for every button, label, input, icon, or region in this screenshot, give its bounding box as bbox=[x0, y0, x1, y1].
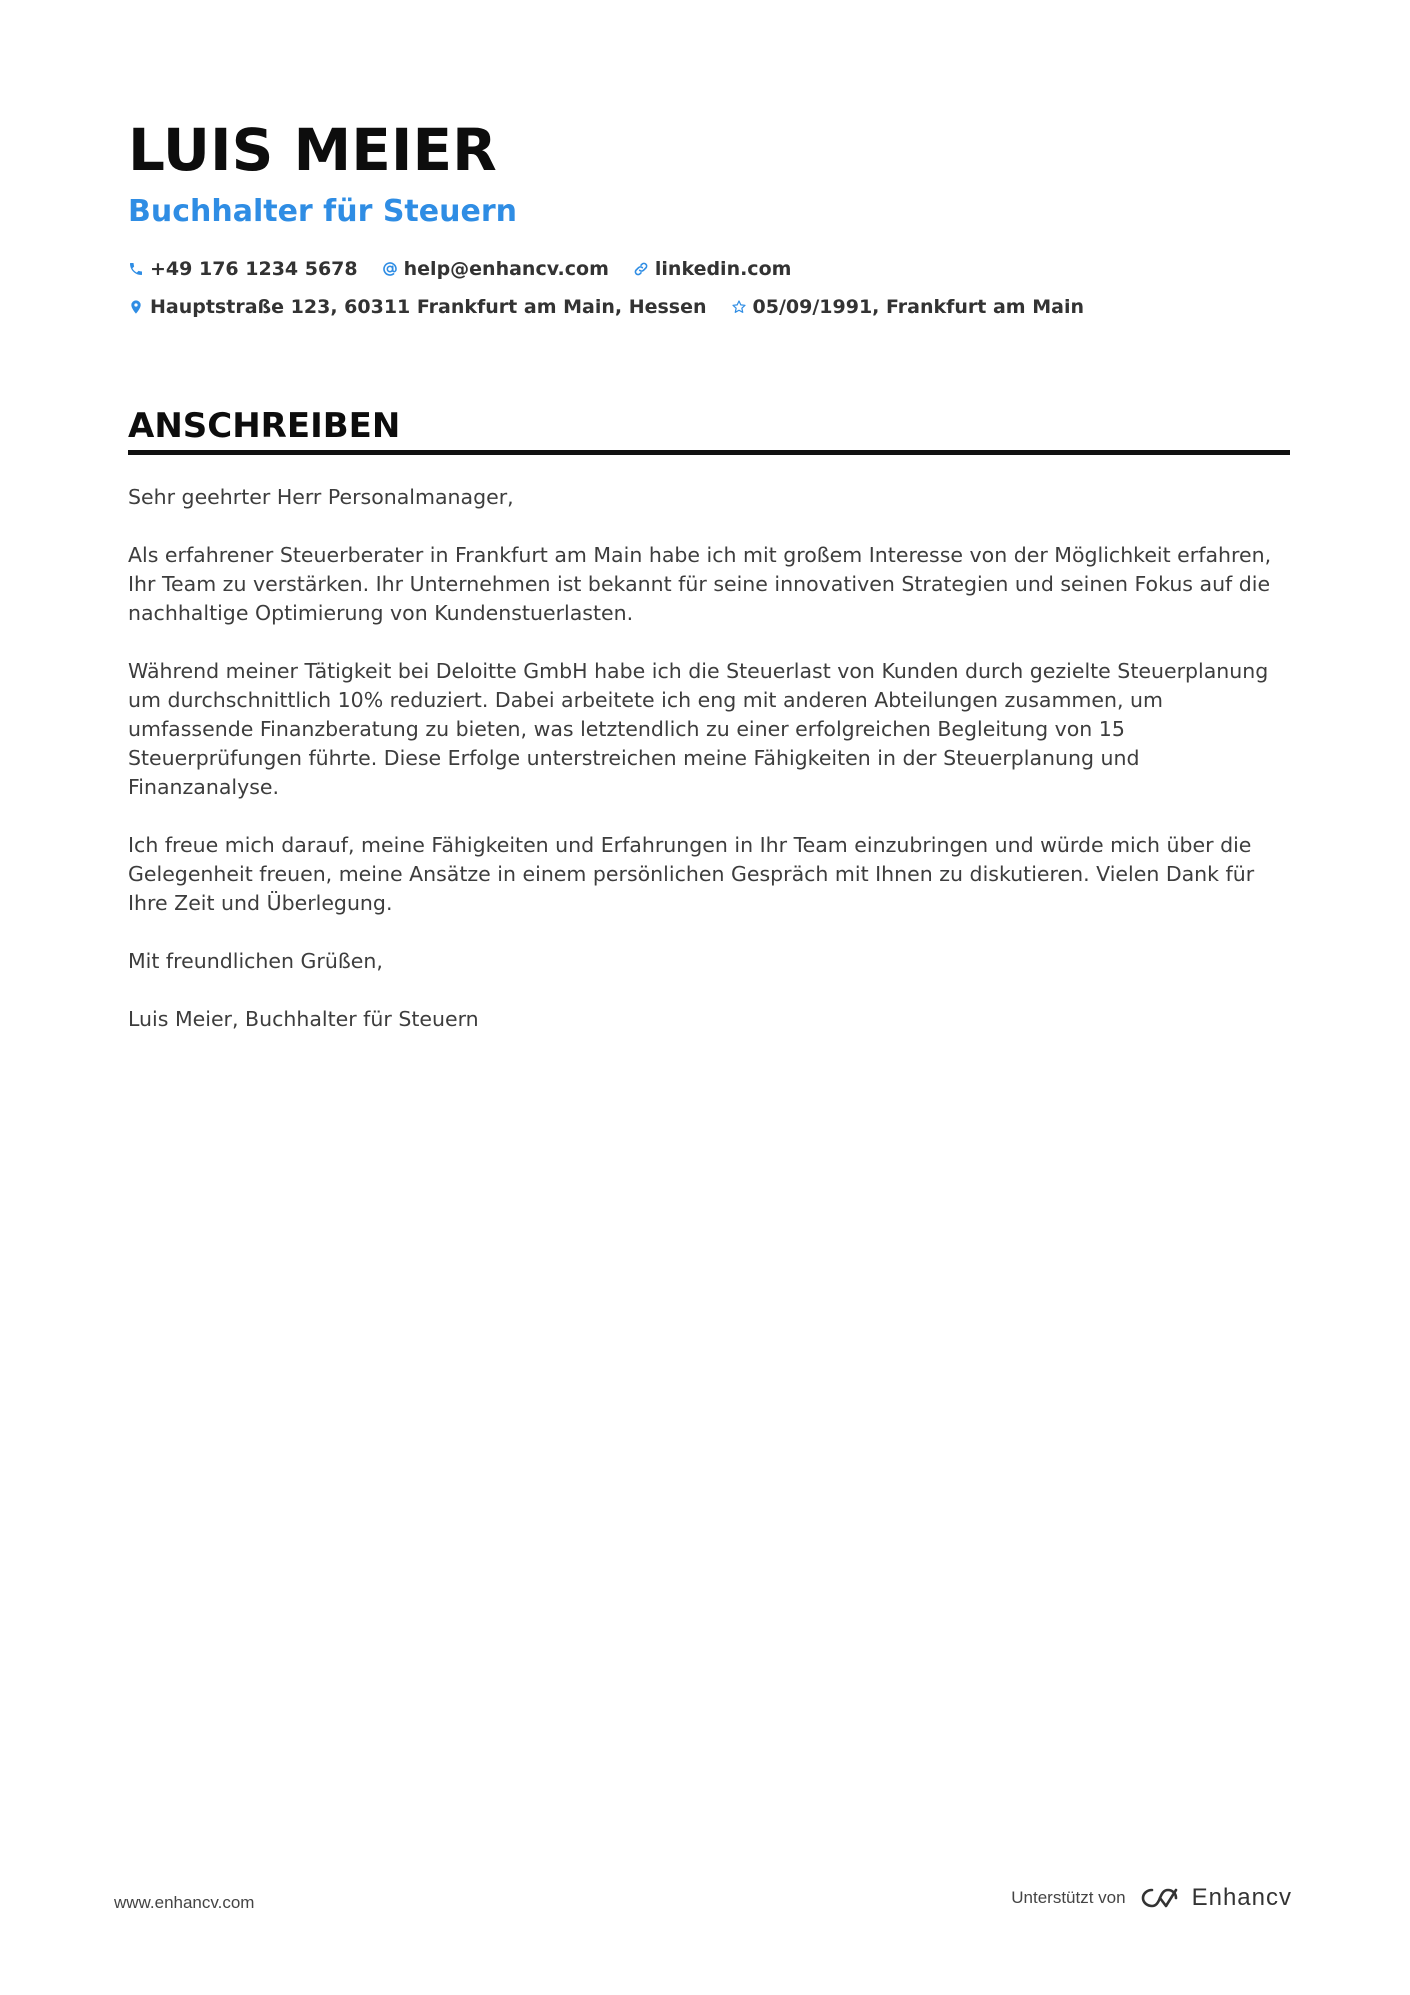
link-icon bbox=[633, 261, 649, 277]
contact-email[interactable] bbox=[382, 252, 609, 286]
letter-salutation: Sehr geehrter Herr Personalmanager, bbox=[128, 485, 514, 509]
section-title: ANSCHREIBEN bbox=[128, 406, 401, 446]
cover-letter-section bbox=[128, 402, 1290, 1063]
letter-body bbox=[128, 483, 1290, 1034]
contact-phone-text: +49 176 1234 5678 bbox=[150, 258, 358, 280]
letter-paragraph-2: Während meiner Tätigkeit bei Deloitte GmbH habe ich die Steuerlast von Kunden durch gezielte Steuerplanung um durchschnittlich 10% reduziert. Dabei arbeitete ich eng mit anderen Abteilungen zusammen, um umfassende Finanzberatung zu bieten, was letztendlich zu einer erfolgreichen Begleitung von 15 Steuerprüfungen führte. Diese Erfolge unterstreichen meine Fähigkeiten in der Steuerplanung und Finanzanalyse. bbox=[128, 659, 1269, 799]
letter-paragraph-3: Ich freue mich darauf, meine Fähigkeiten und Erfahrungen in Ihr Team einzubringen und würde mich über die Gelegenheit freuen, meine Ansätze in einem persönlichen Gespräch mit Ihnen zu diskutieren. Vielen Dank für Ihre Zeit und Überlegung. bbox=[128, 833, 1255, 915]
footer-branding[interactable] bbox=[1011, 1884, 1292, 1912]
footer-website[interactable]: www.enhancv.com bbox=[114, 1893, 255, 1912]
contact-list bbox=[128, 252, 1288, 324]
letter-closing: Mit freundlichen Grüßen, bbox=[128, 949, 383, 973]
letter-paragraph-1: Als erfahrener Steuerberater in Frankfurt am Main habe ich mit großem Interesse von der Möglichkeit erfahren, Ihr Team zu verstärken. Ihr Unternehmen ist bekannt für seine innovativen Strategien und seinen Fokus auf die nachhaltige Optimierung von Kundenstuerlasten. bbox=[128, 543, 1272, 625]
contact-birth bbox=[731, 290, 1084, 324]
enhancv-logo-icon bbox=[1138, 1884, 1182, 1912]
applicant-name: LUIS MEIER bbox=[128, 116, 497, 184]
contact-address-text: Hauptstraße 123, 60311 Frankfurt am Main, Hessen bbox=[150, 296, 707, 318]
letter-signature: Luis Meier, Buchhalter für Steuern bbox=[128, 1007, 479, 1031]
contact-address bbox=[128, 290, 707, 324]
phone-icon bbox=[128, 261, 144, 277]
powered-by-text: Unterstützt von bbox=[1011, 1888, 1126, 1907]
header bbox=[128, 110, 1288, 324]
star-icon bbox=[731, 299, 747, 315]
contact-phone[interactable] bbox=[128, 252, 358, 286]
section-divider bbox=[128, 450, 1290, 455]
contact-email-text: help@enhancv.com bbox=[403, 258, 609, 280]
contact-linkedin-text: linkedin.com bbox=[654, 258, 792, 280]
job-title: Buchhalter für Steuern bbox=[128, 194, 517, 229]
contact-birth-text: 05/09/1991, Frankfurt am Main bbox=[752, 296, 1084, 318]
location-pin-icon bbox=[128, 299, 144, 315]
at-icon bbox=[382, 261, 398, 277]
enhancv-brand-name: Enhancv bbox=[1191, 1884, 1292, 1911]
contact-linkedin[interactable] bbox=[633, 252, 792, 286]
